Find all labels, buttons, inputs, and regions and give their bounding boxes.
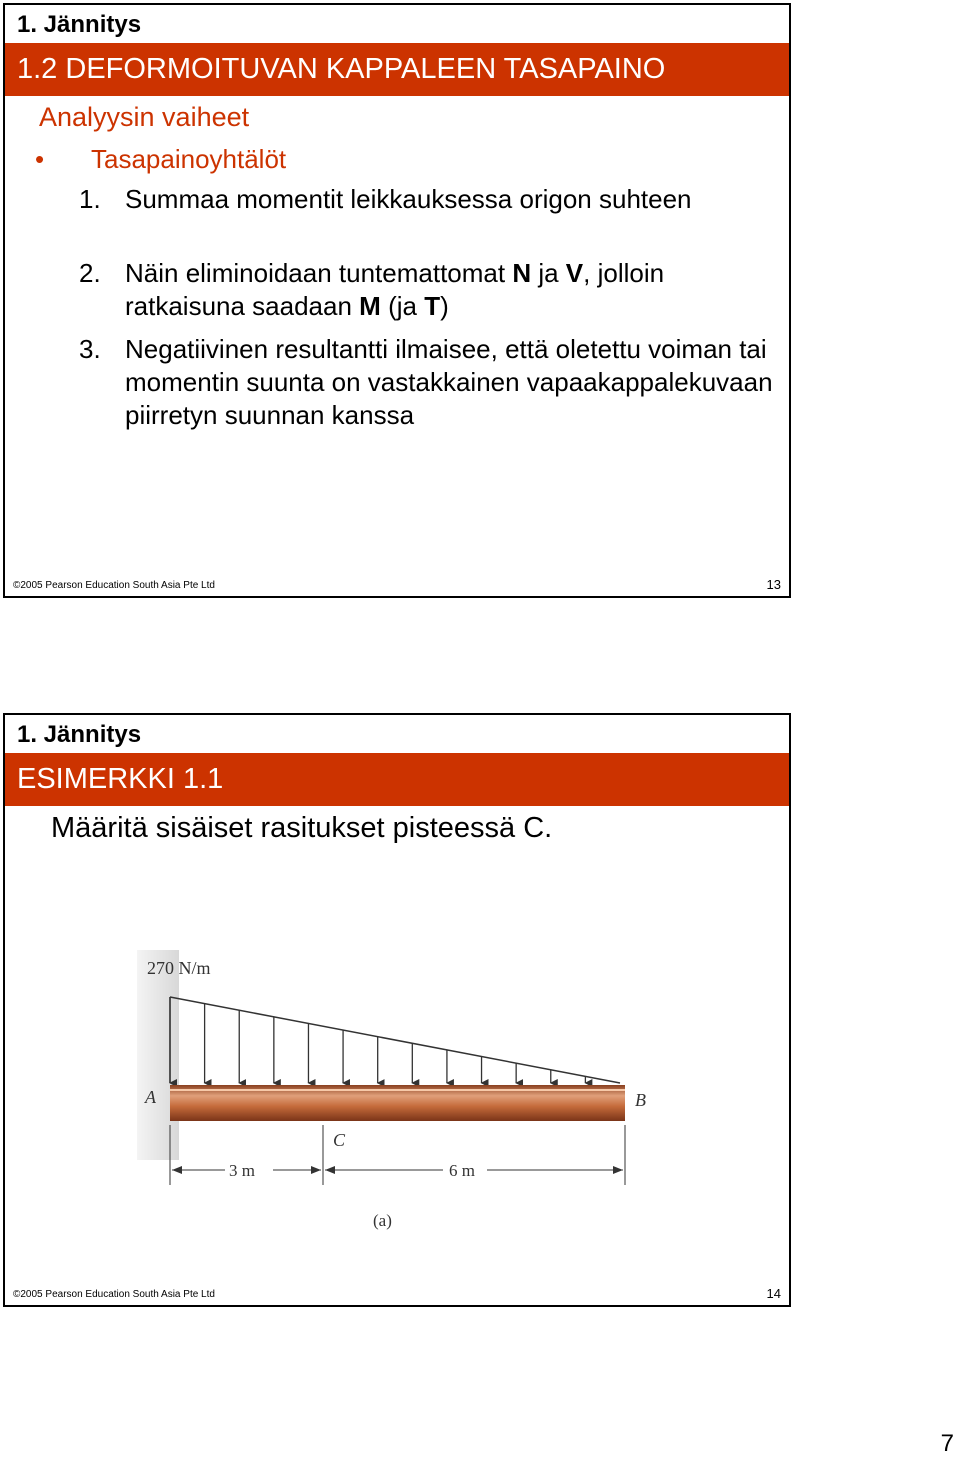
- subtitle: Analyysin vaiheet: [39, 102, 250, 132]
- slide-number: 14: [766, 1286, 781, 1301]
- title-banner: [5, 43, 789, 96]
- load-arrows: [170, 997, 585, 1083]
- bullet-text: Tasapainoyhtälöt: [91, 144, 287, 174]
- list-number: 3.: [79, 334, 101, 364]
- point-c-label: C: [333, 1130, 346, 1150]
- wall-support: [137, 950, 179, 1160]
- beam-diagram: [125, 940, 685, 1250]
- list-number: 1.: [79, 184, 101, 214]
- title-banner: [5, 753, 789, 806]
- list-number: 2.: [79, 258, 101, 288]
- chapter-title: 1. Jännitys: [17, 721, 142, 748]
- dim-left-label: 3 m: [229, 1161, 255, 1180]
- copyright-icon: ©: [13, 580, 21, 591]
- point-a-label: A: [145, 1087, 156, 1107]
- slide-number: 13: [766, 577, 781, 592]
- slide-13: [3, 3, 791, 598]
- load-label: 270 N/m: [147, 958, 211, 978]
- load-envelope: [170, 997, 620, 1083]
- slide-14: [3, 713, 791, 1307]
- copyright: ©2005 Pearson Education South Asia Pte Ltd: [13, 580, 215, 591]
- copyright: ©2005 Pearson Education South Asia Pte Ltd: [13, 1289, 215, 1300]
- example-title: ESIMERKKI 1.1: [17, 763, 224, 795]
- list-text: Summaa momentit leikkauksessa origon suhteen: [125, 184, 692, 214]
- list-text: Näin eliminoidaan tuntemattomat N ja V, jolloin ratkaisuna saadaan M (ja T): [125, 258, 665, 321]
- point-b-label: B: [635, 1090, 646, 1110]
- chapter-title: 1. Jännitys: [17, 11, 142, 38]
- section-title: 1.2 DEFORMOITUVAN KAPPALEEN TASAPAINO: [17, 53, 666, 85]
- figure-caption: (a): [373, 1211, 392, 1230]
- document-page-number: 7: [940, 1430, 954, 1457]
- list-text: Negatiivinen resultantti ilmaisee, että oletettu voiman tai momentin suunta on vastakkainen vapaakappalekuvaan piirretyn suunnan kanssa: [125, 334, 773, 430]
- copyright-icon: ©: [13, 1289, 21, 1300]
- problem-statement: Määritä sisäiset rasitukset pisteessä C.: [51, 812, 553, 844]
- dim-right-label: 6 m: [449, 1161, 475, 1180]
- bullet-dot: •: [35, 144, 45, 174]
